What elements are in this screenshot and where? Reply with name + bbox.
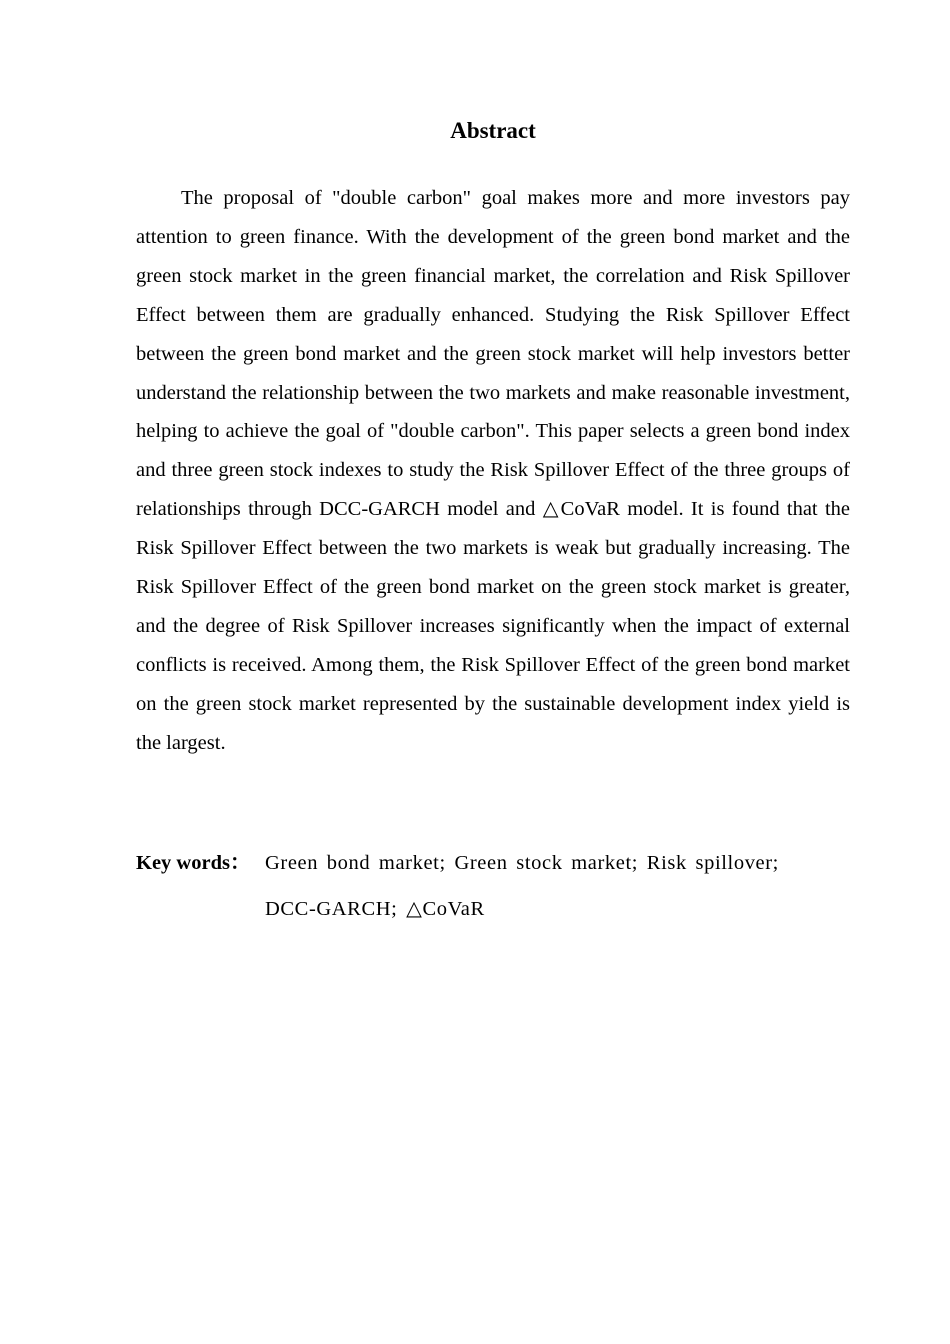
abstract-title: Abstract bbox=[450, 118, 536, 143]
keywords-label: Key words： bbox=[136, 852, 251, 874]
abstract-paragraph: The proposal of "double carbon" goal makes more and more investors pay attention to green finance. With the development of the green bond market and the green stock market in the green financial market, the correlation and Risk Spillover Effect between them are gradually enhanced. Studying the Risk Spillover Effect between the green bond market and the green stock market will help investors better understand the relationship between the two markets and make reasonable investment, helping to achieve the goal of "double carbon". This paper selects a green bond index and three green stock indexes to study the Risk Spillover Effect of the three groups of relationships through DCC-GARCH model and △CoVaR model. It is found that the Risk Spillover Effect between the two markets is weak but gradually increasing. The Risk Spillover Effect of the green bond market on the green stock market is greater, and the degree of Risk Spillover increases significantly when the impact of external conflicts is received. Among them, the Risk Spillover Effect of the green bond market on the green stock market represented by the sustainable development index yield is the largest. bbox=[136, 187, 850, 754]
keywords-section bbox=[136, 840, 850, 932]
keywords-list: Green bond market; Green stock market; Risk spillover; DCC-GARCH; △CoVaR bbox=[265, 852, 779, 920]
